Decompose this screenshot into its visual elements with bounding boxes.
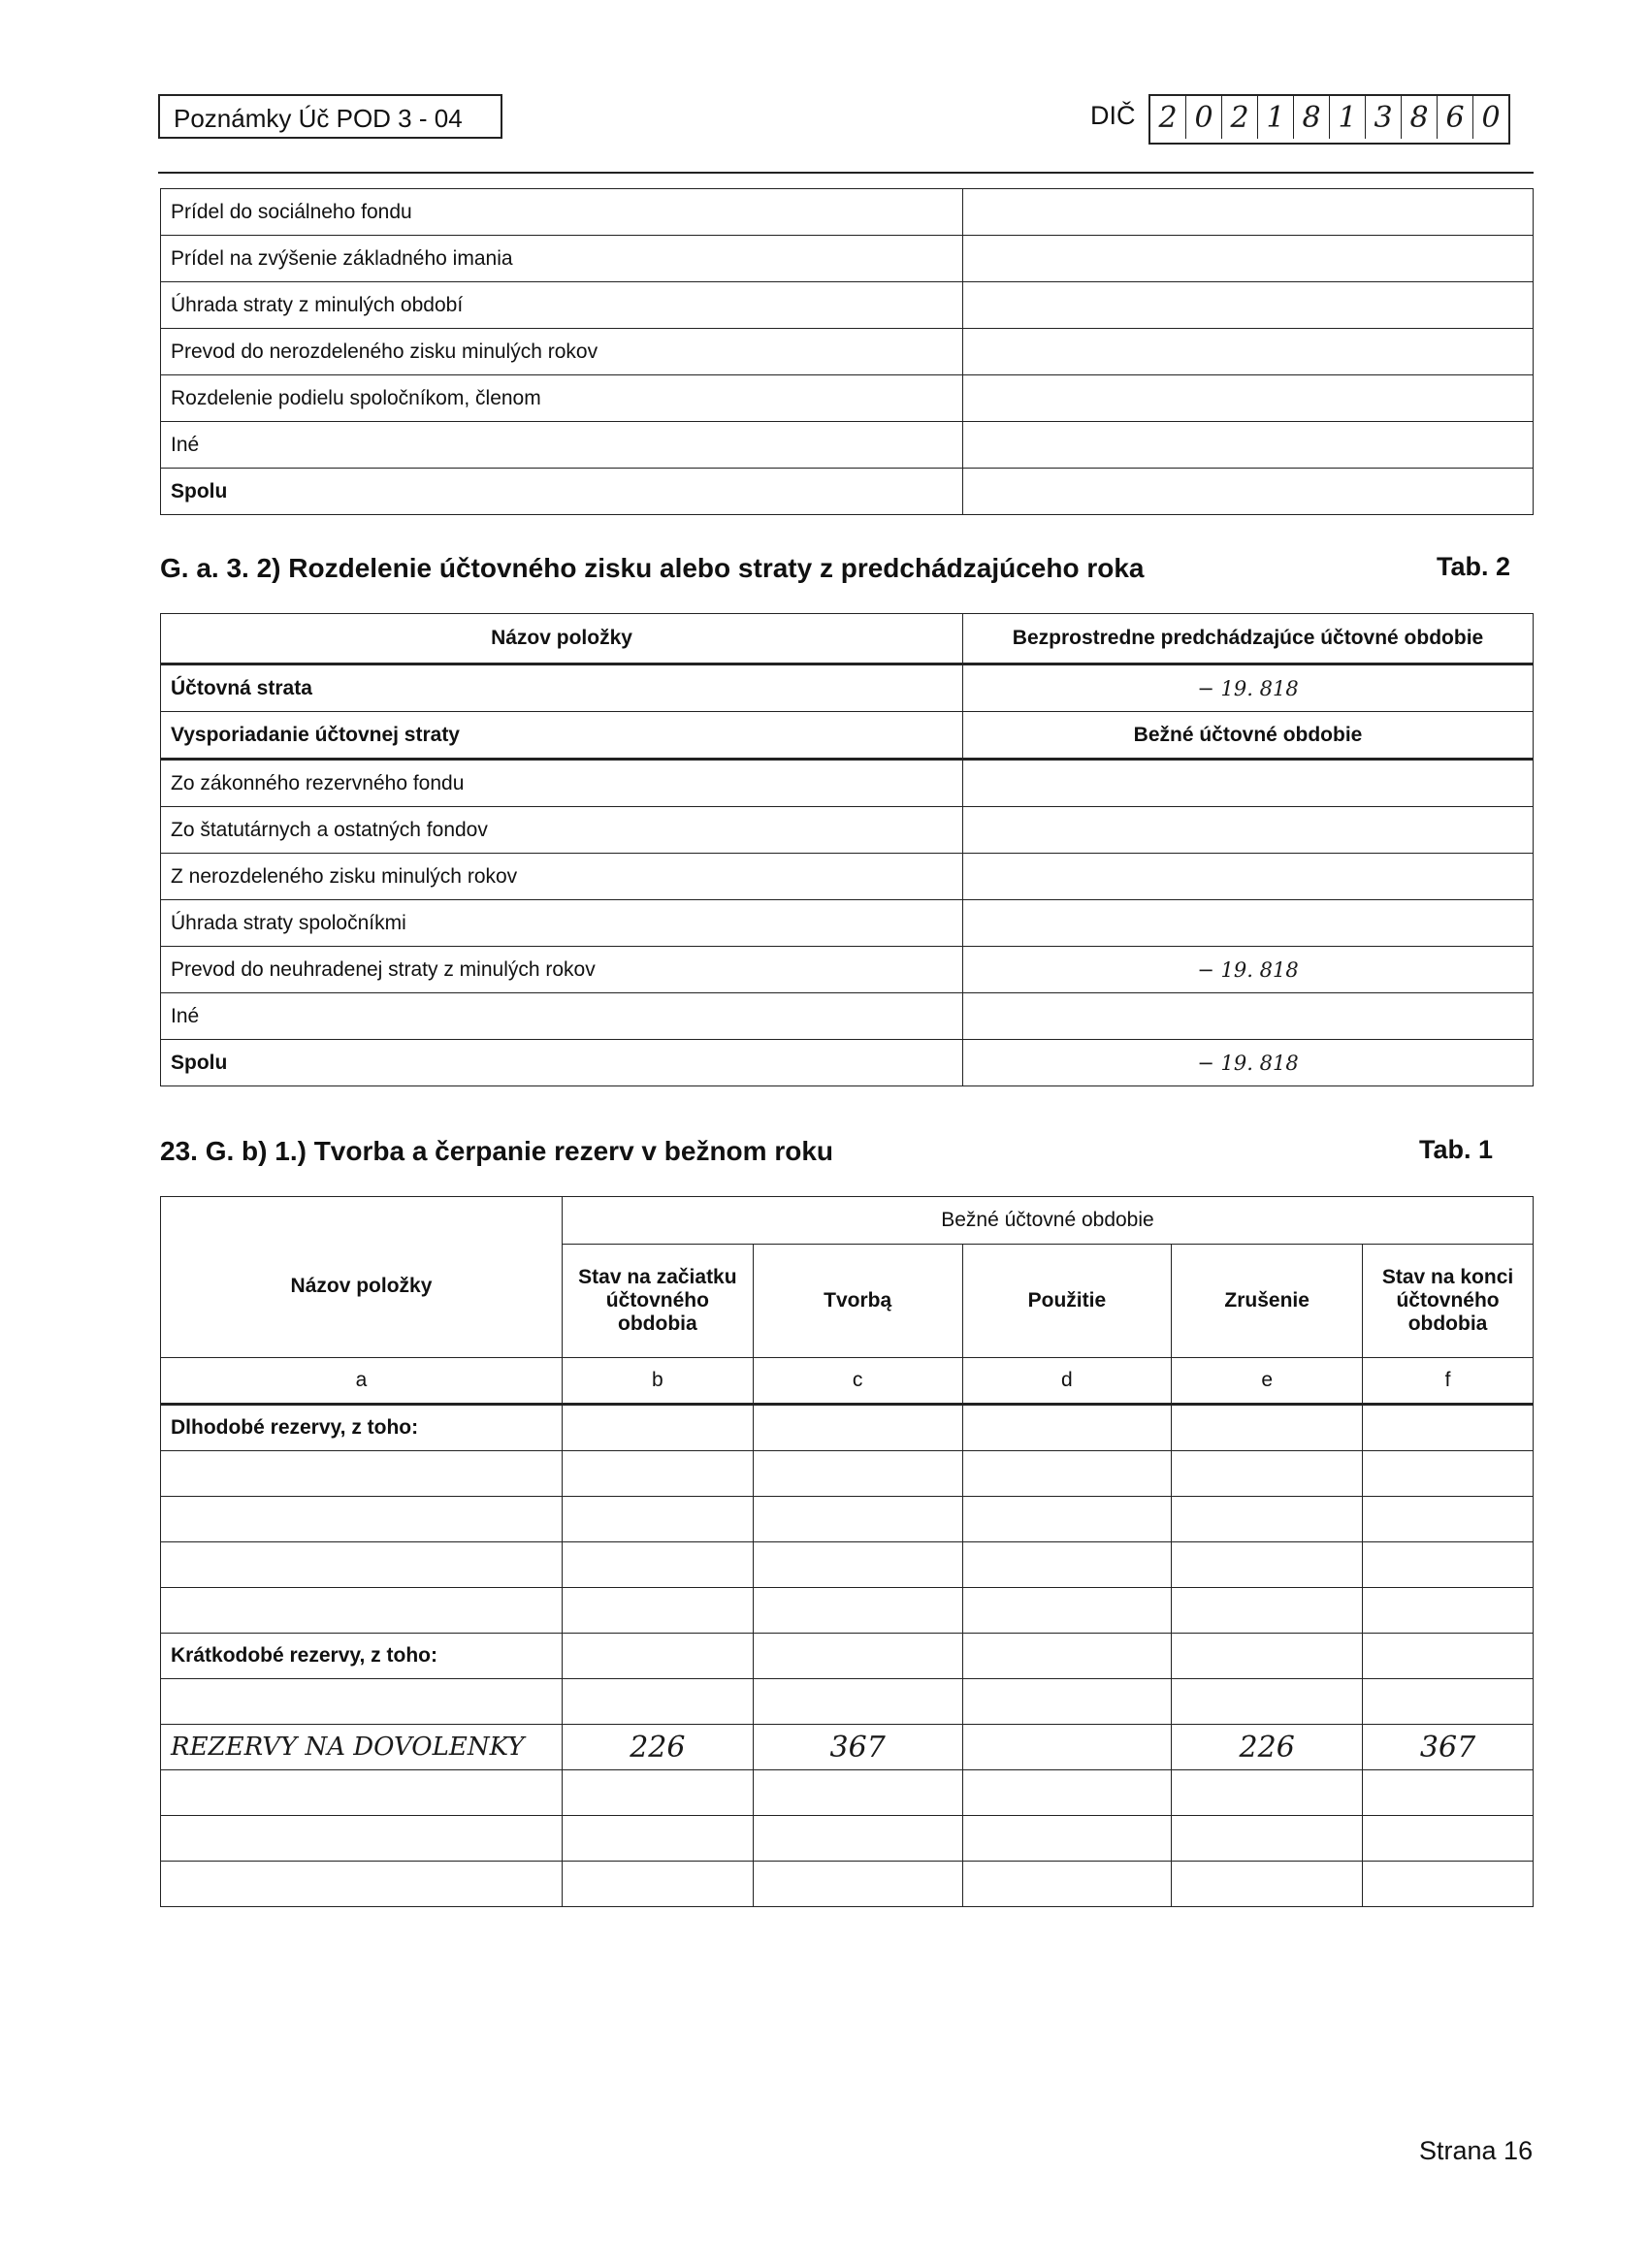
section2-tab-label: Tab. 2	[1437, 552, 1511, 581]
row-value	[963, 807, 1534, 854]
profit-distribution-table	[160, 188, 1534, 515]
letter-row	[161, 1358, 1534, 1405]
row-value	[963, 329, 1534, 375]
table-row	[161, 1816, 1534, 1862]
header-value: Bezprostredne predchádzajúce účtovné obdobie	[963, 614, 1534, 664]
table-row-total	[161, 469, 1534, 515]
total-label: Spolu	[161, 1040, 963, 1086]
row-value	[963, 189, 1534, 236]
section3-title: 23. G. b) 1.) Tvorba a čerpanie rezerv v bežnom roku	[160, 1136, 834, 1166]
dic-digit-boxes	[1148, 94, 1510, 145]
letter-cell: e	[1172, 1358, 1363, 1405]
dic-digit: 0	[1481, 101, 1501, 135]
loss-label: Účtovná strata	[161, 664, 963, 712]
row-value	[963, 854, 1534, 900]
row-label: Zo zákonného rezervného fondu	[161, 760, 963, 807]
row-value: − 19. 818	[963, 947, 1534, 993]
table-row	[161, 993, 1534, 1040]
table-row	[161, 1679, 1534, 1725]
header-name: Názov položky	[161, 614, 963, 664]
row-label: Iné	[161, 422, 963, 469]
letter-cell: f	[1363, 1358, 1534, 1405]
row-label: Prídel do sociálneho fondu	[161, 189, 963, 236]
table-row	[161, 900, 1534, 947]
table-row	[161, 1451, 1534, 1497]
row-value	[963, 422, 1534, 469]
dic-digit: 0	[1186, 96, 1222, 139]
header-col-b: Stav na začiatku účtovného obdobia	[562, 1245, 753, 1358]
table-row	[161, 329, 1534, 375]
header-name: Názov položky	[161, 1197, 563, 1358]
header-divider	[158, 172, 1534, 174]
dic-digit: 1	[1330, 96, 1366, 139]
form-title: Poznámky Úč POD 3 - 04	[158, 94, 502, 139]
table-row	[161, 1634, 1534, 1679]
row-value	[963, 236, 1534, 282]
table-row	[161, 236, 1534, 282]
table-row	[161, 947, 1534, 993]
entry-col-f: 367	[1363, 1725, 1534, 1770]
long-term-label: Dlhodobé rezervy, z toho:	[161, 1405, 563, 1451]
entry-col-d	[962, 1725, 1172, 1770]
row-value	[963, 375, 1534, 422]
dic-digit: 2	[1150, 96, 1186, 139]
group-header: Bežné účtovné obdobie	[562, 1197, 1533, 1245]
row-value	[963, 760, 1534, 807]
row-label: Úhrada straty spoločníkmi	[161, 900, 963, 947]
section2-title: G. a. 3. 2) Rozdelenie účtovného zisku alebo straty z predchádzajúceho roka	[160, 553, 1145, 583]
row-label: Úhrada straty z minulých období	[161, 282, 963, 329]
reserves-table	[160, 1196, 1534, 1907]
header-col-e: Zrušenie	[1172, 1245, 1363, 1358]
entry-name: REZERVY NA DOVOLENKY	[161, 1725, 563, 1770]
table-row	[161, 189, 1534, 236]
entry-col-e: 226	[1172, 1725, 1363, 1770]
table-row	[161, 854, 1534, 900]
header-col-d: Použitie	[962, 1245, 1172, 1358]
table-row	[161, 1862, 1534, 1907]
table-row	[161, 1497, 1534, 1542]
table-row	[161, 1542, 1534, 1588]
table-row	[161, 760, 1534, 807]
short-term-label: Krátkodobé rezervy, z toho:	[161, 1634, 563, 1679]
table-row	[161, 1405, 1534, 1451]
table-row	[161, 712, 1534, 760]
dic-digit: 2	[1222, 96, 1258, 139]
settlement-label: Vysporiadanie účtovnej straty	[161, 712, 963, 760]
row-label: Prevod do nerozdeleného zisku minulých rokov	[161, 329, 963, 375]
total-value: − 19. 818	[963, 1040, 1534, 1086]
row-label: Prídel na zvýšenie základného imania	[161, 236, 963, 282]
table-row	[161, 422, 1534, 469]
row-label: Spolu	[161, 469, 963, 515]
letter-cell: c	[753, 1358, 962, 1405]
row-value	[963, 469, 1534, 515]
row-label: Zo štatutárnych a ostatných fondov	[161, 807, 963, 854]
row-label: Rozdelenie podielu spoločníkom, členom	[161, 375, 963, 422]
table-row	[161, 664, 1534, 712]
table-header-row	[161, 1197, 1534, 1245]
loss-value: − 19. 818	[963, 664, 1534, 712]
table-row	[161, 807, 1534, 854]
dic-label: DIČ	[1090, 101, 1136, 130]
table-row	[161, 375, 1534, 422]
header-col-c: Tvorbą	[753, 1245, 962, 1358]
page-number: Strana 16	[1419, 2136, 1534, 2165]
settlement-header: Bežné účtovné obdobie	[963, 712, 1534, 760]
letter-cell: a	[161, 1358, 563, 1405]
dic-digit: 1	[1258, 96, 1294, 139]
loss-settlement-table	[160, 613, 1534, 1086]
header-col-f: Stav na konci účtovného obdobia	[1363, 1245, 1534, 1358]
letter-cell: b	[562, 1358, 753, 1405]
dic-digit: 6	[1438, 96, 1473, 139]
letter-cell: d	[962, 1358, 1172, 1405]
row-label: Prevod do neuhradenej straty z minulých rokov	[161, 947, 963, 993]
section3-tab-label: Tab. 1	[1419, 1135, 1494, 1164]
dic-digit: 3	[1366, 96, 1402, 139]
table-row-entry	[161, 1725, 1534, 1770]
dic-digit: 8	[1402, 96, 1438, 139]
row-label: Z nerozdeleného zisku minulých rokov	[161, 854, 963, 900]
table-row	[161, 1588, 1534, 1634]
row-value	[963, 900, 1534, 947]
table-header-row	[161, 614, 1534, 664]
row-label: Iné	[161, 993, 963, 1040]
table-row-total	[161, 1040, 1534, 1086]
table-row	[161, 1770, 1534, 1816]
row-value	[963, 282, 1534, 329]
row-value	[963, 993, 1534, 1040]
dic-digit: 8	[1294, 96, 1330, 139]
entry-col-c: 367	[753, 1725, 962, 1770]
entry-col-b: 226	[562, 1725, 753, 1770]
table-row	[161, 282, 1534, 329]
